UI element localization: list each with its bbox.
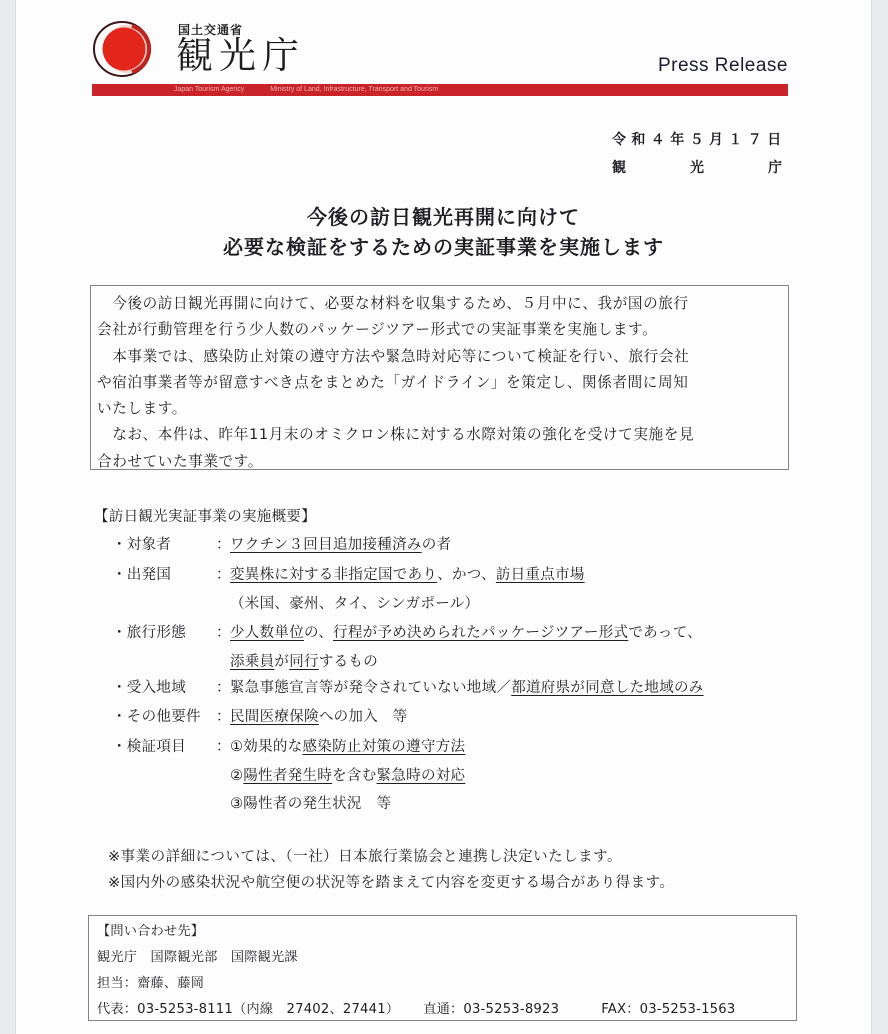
text: の、	[304, 625, 334, 641]
issuer-char: 光	[690, 160, 704, 176]
item-value	[230, 533, 451, 554]
contact-phones	[97, 997, 796, 1023]
intro-line: や宿泊事業者等が留意すべき点をまとめた「ガイドライン」を策定し、関係者間に周知	[97, 373, 689, 391]
text: の者	[421, 537, 452, 553]
contact-heading: 【問い合わせ先】	[97, 924, 205, 939]
item-colon: ：	[216, 537, 231, 553]
fax-number: FAX：03-5253-1563	[601, 1002, 736, 1017]
item-value	[230, 705, 408, 726]
item-value	[230, 676, 704, 697]
overview-item	[112, 705, 408, 726]
phone-direct: 直通：03-5253-8923	[423, 1002, 560, 1017]
item-label: ・検証項目	[112, 739, 186, 755]
text: ①効果的な	[230, 739, 303, 755]
item-colon: ：	[216, 567, 231, 583]
overview-item	[112, 563, 585, 584]
press-release-label: Press Release	[657, 55, 788, 76]
title-line-1: 今後の訪日観光再開に向けて	[307, 205, 580, 229]
item-value	[230, 792, 391, 813]
band-ministry-en: Ministry of Land, Infrastructure, Transport and Tourism	[270, 86, 439, 93]
underlined-text: ワクチン３回目追加接種済み	[230, 537, 422, 553]
text: （米国、豪州、タイ、シンガポール）	[230, 595, 480, 612]
underlined-text: 行程が予め決められたパッケージツアー形式	[333, 625, 629, 641]
text: ②	[230, 767, 244, 784]
intro-line: 本事業では、感染防止対策の遵守方法や緊急時対応等について検証を行い、旅行会社	[97, 347, 690, 365]
text: ③陽性者の発生状況 等	[230, 796, 392, 812]
overview-heading: 【訪日観光実証事業の実施概要】	[94, 509, 316, 525]
underlined-text: 都道府県が同意した地域のみ	[511, 680, 704, 696]
ministry-name: 国土交通省	[178, 23, 244, 37]
intro-line: いたします。	[97, 400, 187, 418]
text: への加入 等	[318, 709, 408, 725]
page-edge-right	[871, 0, 872, 1034]
issuer	[612, 157, 782, 177]
agency-name: 観光庁	[176, 34, 305, 77]
item-label: ・出発国	[112, 567, 172, 583]
title-line-2: 必要な検証をするための実証事業を実施します	[223, 235, 664, 259]
intro-line: なお、本件は、昨年11月末のオミクロン株に対する水際対策の強化を受けて実施を見	[97, 426, 695, 444]
contact-department: 観光庁 国際観光部 国際観光課	[97, 950, 298, 965]
underlined-text: 緊急時	[376, 767, 421, 784]
item-label: ・旅行形態	[112, 625, 186, 641]
item-colon: ：	[216, 709, 231, 725]
item-colon: ：	[216, 739, 231, 755]
item-value	[230, 764, 465, 785]
intro-box	[90, 285, 789, 470]
document-page	[16, 0, 871, 1034]
item-value	[230, 650, 378, 671]
underlined-text: 訪日重点市場	[495, 567, 585, 583]
text: するもの	[318, 653, 379, 670]
release-date: 令和４年５月１７日	[612, 132, 787, 148]
intro-line: 合わせていた事業です。	[97, 452, 263, 470]
item-value	[230, 621, 702, 642]
issuer-char: 観	[612, 160, 626, 176]
item-label: ・対象者	[112, 537, 172, 553]
intro-line: 今後の訪日観光再開に向けて、必要な材料を収集するため、５月中に、我が国の旅行	[97, 295, 689, 312]
underlined-text: 感染防止対策の遵守方法	[302, 739, 466, 755]
band-agency-en: Japan Tourism Agency	[174, 86, 245, 93]
text: 、かつ、	[437, 567, 496, 583]
underlined-text: 少人数単位	[230, 625, 304, 641]
underlined-text: 同行	[289, 653, 319, 670]
item-colon: ：	[216, 680, 231, 696]
phone-main: 代表：03-5253-8111（内線 27402、27441）	[97, 1002, 400, 1017]
item-label: ・その他要件	[112, 709, 201, 725]
intro-line: 会社が行動管理を行う少人数のパッケージツアー形式での実証事業を実施します。	[97, 321, 658, 339]
band-text	[174, 84, 438, 96]
text: 緊急事態宣言等が発令されていない地域／	[230, 680, 512, 696]
issuer-char: 庁	[768, 160, 782, 176]
overview-item	[112, 676, 704, 697]
underlined-text: 変異株に対する非指定国であり	[230, 567, 438, 583]
underlined-text: 陽性者発生時	[243, 767, 333, 784]
overview-item	[112, 735, 466, 756]
text: を含む	[332, 767, 377, 784]
header-red-band	[92, 84, 788, 96]
overview-item	[112, 621, 702, 642]
item-label: ・受入地域	[112, 680, 186, 696]
underlined-text: 民間医療保険	[230, 709, 319, 725]
note-line: ※事業の詳細については、（一社）日本旅行業協会と連携し決定いたします。	[108, 849, 622, 865]
underlined-text: 添乗員	[230, 653, 275, 670]
item-colon: ：	[216, 625, 231, 641]
agency-logo-icon	[92, 20, 156, 78]
text: が	[274, 653, 290, 670]
contact-staff: 担当：齋藤、藤岡	[97, 976, 205, 991]
underlined-text: の対応	[420, 767, 466, 784]
item-value	[230, 592, 479, 613]
contact-box	[88, 915, 797, 1021]
text: であって、	[628, 625, 702, 641]
item-value	[230, 735, 465, 756]
note-line: ※国内外の感染状況や航空便の状況等を踏まえて内容を変更する場合があり得ます。	[108, 875, 675, 891]
item-value	[230, 563, 585, 584]
overview-item	[112, 533, 452, 554]
